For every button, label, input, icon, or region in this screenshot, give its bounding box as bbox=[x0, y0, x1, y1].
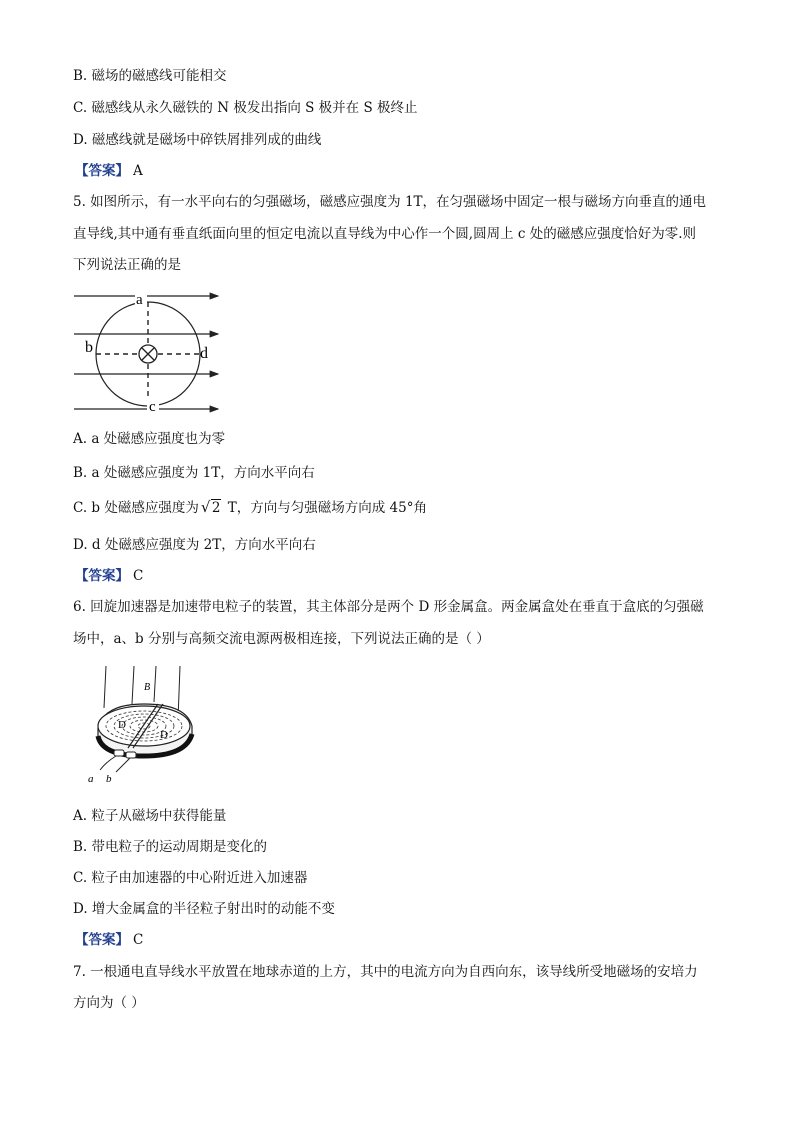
q5-option-c-prefix: C. b 处磁感应强度为 bbox=[73, 500, 199, 516]
q5-magnetic-field-figure bbox=[72, 288, 224, 418]
q5-option-a: A. a 处磁感应强度也为零 bbox=[73, 431, 226, 447]
q6-stem-line-1: 6. 回旋加速器是加速带电粒子的装置，其主体部分是两个 D 形金属盒。两金属盒处在垂直于盒底的匀强磁 bbox=[73, 599, 704, 615]
q4-option-c: C. 磁感线从永久磁铁的 N 极发出指向 S 极并在 S 极终止 bbox=[73, 100, 418, 116]
d-box-top bbox=[98, 706, 190, 746]
q4-option-b: B. 磁场的磁感线可能相交 bbox=[73, 68, 227, 84]
electrode-leads bbox=[100, 750, 136, 772]
q5-stem-line-1: 5. 如图所示，有一水平向右的匀强磁场，磁感应强度为 1T，在匀强磁场中固定一根与磁场方向垂直的通电 bbox=[73, 194, 707, 210]
q6-stem-line-2: 场中，a、b 分别与高频交流电源两极相连接，下列说法正确的是（ ） bbox=[73, 631, 490, 647]
answer-label: 【答案】 bbox=[75, 932, 129, 948]
q6-option-c: C. 粒子由加速器的中心附近进入加速器 bbox=[73, 870, 308, 886]
label-b: b bbox=[106, 773, 112, 785]
q5-option-c-suffix: T，方向与匀强磁场方向成 45°角 bbox=[223, 500, 427, 516]
q5-stem-line-3: 下列说法正确的是 bbox=[73, 257, 181, 273]
label-D2: D bbox=[160, 729, 168, 741]
q4-answer bbox=[75, 162, 143, 180]
q7-stem-line-2: 方向为（ ） bbox=[73, 995, 145, 1011]
q5-option-c bbox=[73, 499, 427, 517]
label-D1: D bbox=[118, 719, 126, 731]
label-a: a bbox=[136, 292, 143, 308]
label-b: b bbox=[85, 339, 93, 356]
answer-label: 【答案】 bbox=[75, 163, 129, 179]
q6-option-a: A. 粒子从磁场中获得能量 bbox=[73, 808, 227, 824]
sqrt-radicand: 2 bbox=[211, 500, 221, 516]
answer-value: C bbox=[133, 932, 144, 948]
q4-option-d: D. 磁感线就是磁场中碎铁屑排列成的曲线 bbox=[73, 132, 322, 148]
label-B: B bbox=[144, 682, 151, 693]
q5-option-b: B. a 处磁感应强度为 1T，方向水平向右 bbox=[73, 465, 315, 481]
q7-stem-line-1: 7. 一根通电直导线水平放置在地球赤道的上方，其中的电流方向为自西向东，该导线所受地磁场的安培力 bbox=[73, 964, 698, 980]
q5-option-d: D. d 处磁感应强度为 2T，方向水平向右 bbox=[73, 537, 316, 553]
q5-stem-line-2: 直导线,其中通有垂直纸面向里的恒定电流以直导线为中心作一个圆,圆周上 c 处的磁感应强度恰好为零.则 bbox=[73, 226, 697, 242]
label-a: a bbox=[88, 773, 94, 785]
label-c: c bbox=[149, 399, 156, 415]
q6-cyclotron-figure bbox=[76, 664, 204, 788]
sqrt-symbol bbox=[201, 499, 222, 517]
current-into-page-icon bbox=[139, 345, 157, 363]
q5-answer bbox=[75, 567, 143, 585]
q6-option-b: B. 带电粒子的运动周期是变化的 bbox=[73, 839, 268, 855]
label-d: d bbox=[200, 345, 208, 362]
q6-option-d: D. 增大金属盒的半径粒子射出时的动能不变 bbox=[73, 901, 335, 917]
answer-value: C bbox=[133, 568, 144, 584]
answer-value: A bbox=[133, 163, 143, 179]
answer-label: 【答案】 bbox=[75, 568, 129, 584]
q6-answer bbox=[75, 931, 143, 949]
